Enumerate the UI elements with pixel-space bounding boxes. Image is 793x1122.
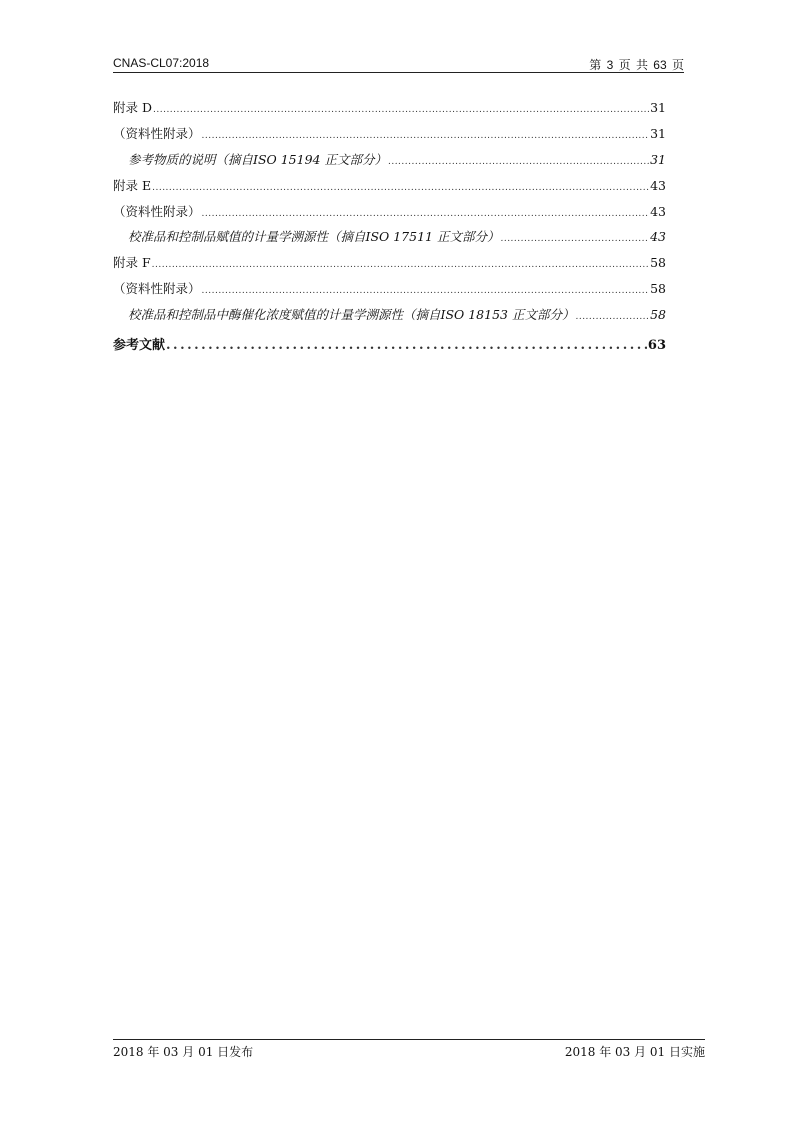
toc-dot-leader <box>575 312 649 322</box>
toc-entry-label: 附录 F <box>113 255 151 271</box>
toc-entry-label: 附录 E <box>113 177 152 193</box>
toc-entry-references[interactable] <box>113 334 666 360</box>
page-number-info: 第 3 页 共 63 页 <box>589 58 684 72</box>
toc-entry-page: 31 <box>650 125 666 141</box>
toc-entry-label: （资料性附录） <box>113 203 201 219</box>
document-code: CNAS-CL07:2018 <box>113 56 210 70</box>
toc-entry-page: 43 <box>650 177 666 193</box>
table-of-contents <box>113 98 666 360</box>
toc-dot-leader <box>166 338 647 353</box>
toc-entry-label: （资料性附录） <box>113 281 201 297</box>
toc-entry-appendix-e-type[interactable] <box>113 202 666 228</box>
toc-dot-leader <box>202 131 650 141</box>
page-header <box>113 56 684 73</box>
toc-entry-label: 附录 D <box>113 100 152 115</box>
toc-entry-label: 参考物质的说明（摘自ISO 15194 正文部分） <box>128 151 387 167</box>
toc-dot-leader <box>202 286 650 296</box>
toc-entry-label: 校准品和控制品赋值的计量学溯源性（摘自ISO 17511 正文部分） <box>128 229 500 245</box>
toc-entry-page: 58 <box>650 281 666 297</box>
toc-entry-appendix-f[interactable] <box>113 253 666 279</box>
effective-date: 2018 年 03 月 01 日实施 <box>564 1045 705 1059</box>
toc-entry-appendix-e-title[interactable] <box>113 227 666 253</box>
toc-dot-leader <box>153 105 649 115</box>
toc-entry-appendix-d-title[interactable] <box>113 150 666 176</box>
toc-entry-page: 58 <box>650 255 666 271</box>
toc-entry-page: 58 <box>650 307 666 323</box>
toc-dot-leader <box>202 209 650 219</box>
toc-entry-page: 31 <box>650 100 666 115</box>
toc-entry-appendix-d[interactable] <box>113 98 666 124</box>
toc-entry-page: 43 <box>650 229 666 245</box>
issue-date: 2018 年 03 月 01 日发布 <box>113 1045 254 1059</box>
toc-entry-label: 参考文献 <box>113 338 166 354</box>
toc-entry-page: 43 <box>650 203 666 219</box>
toc-entry-appendix-f-title[interactable] <box>113 305 666 331</box>
toc-entry-appendix-f-type[interactable] <box>113 279 666 305</box>
toc-entry-appendix-d-type[interactable] <box>113 124 666 150</box>
toc-dot-leader <box>388 157 649 167</box>
toc-entry-appendix-e[interactable] <box>113 176 666 202</box>
toc-entry-label: （资料性附录） <box>113 125 201 141</box>
toc-dot-leader <box>152 260 649 270</box>
toc-dot-leader <box>500 234 649 244</box>
toc-dot-leader <box>152 183 649 193</box>
toc-entry-label: 校准品和控制品中酶催化浓度赋值的计量学溯源性（摘自ISO 18153 正文部分） <box>128 307 575 323</box>
toc-entry-page: 31 <box>650 151 666 167</box>
page-footer <box>113 1039 705 1058</box>
toc-entry-page: 63 <box>647 338 666 354</box>
